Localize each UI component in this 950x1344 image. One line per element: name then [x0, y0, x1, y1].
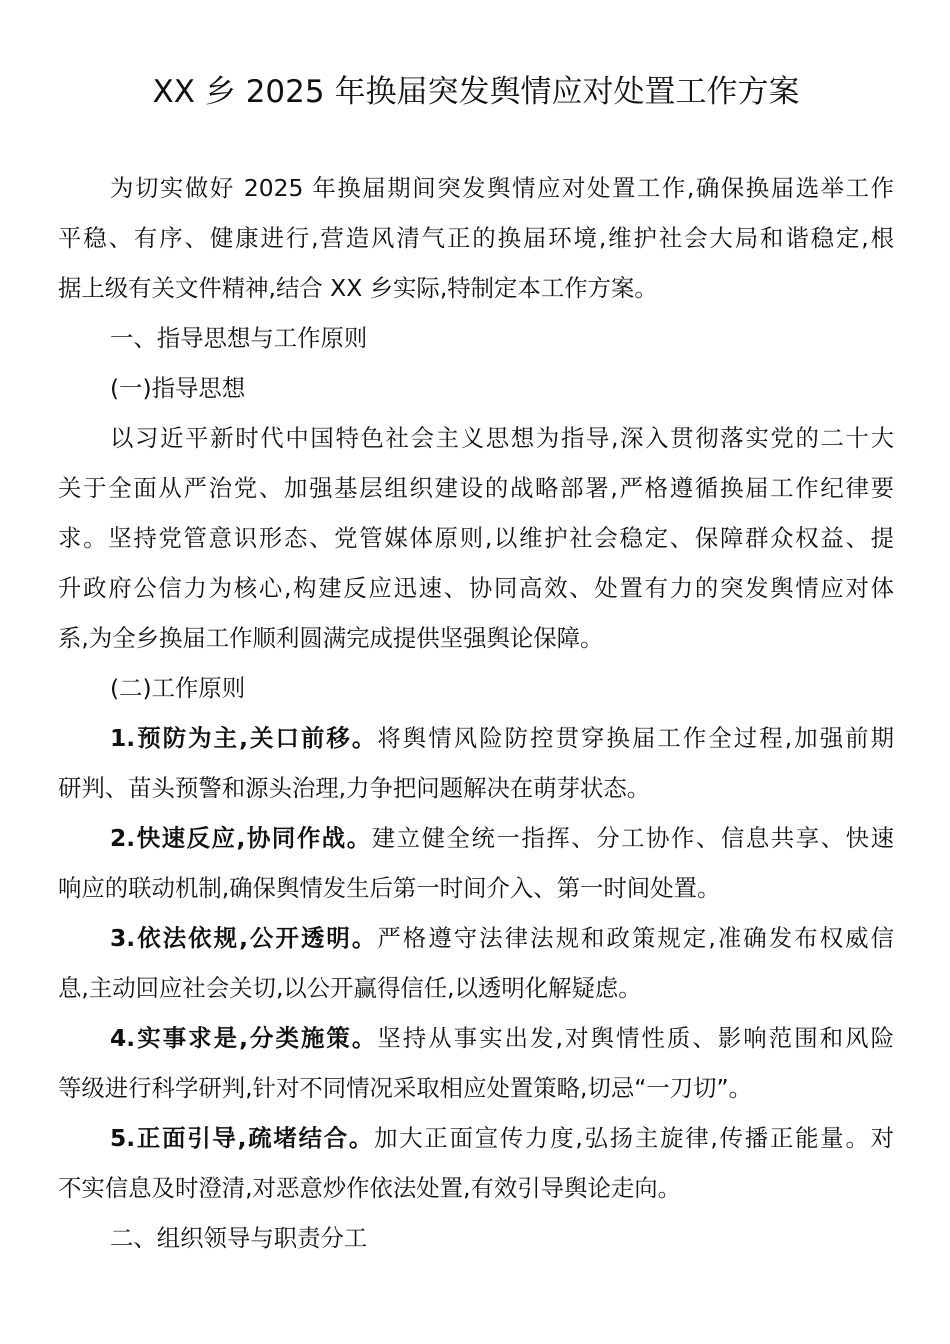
guiding-line-2: 关于全面从严治党、加强基层组织建设的战略部署,严格遵循换届工作纪律要	[58, 474, 894, 502]
principle-2-text: 建立健全统一指挥、分工协作、信息共享、快速	[371, 824, 895, 852]
principle-1-text: 将舆情风险防控贯穿换届工作全过程,加强前期	[377, 724, 895, 752]
principle-3-first-line	[58, 922, 894, 954]
intro-line-1: 为切实做好 2025 年换届期间突发舆情应对处置工作,确保换届选举工作	[110, 174, 894, 202]
intro-line-3: 据上级有关文件精神,结合 XX 乡实际,特制定本工作方案。	[58, 274, 658, 302]
guiding-line-1: 以习近平新时代中国特色社会主义思想为指导,深入贯彻落实党的二十大	[110, 424, 894, 452]
principle-4-rest: 等级进行科学研判,针对不同情况采取相应处置策略,切忌“一刀切”。	[58, 1074, 753, 1102]
principle-3-rest: 息,主动回应社会关切,以公开赢得信任,以透明化解疑虑。	[58, 974, 642, 1002]
principle-2-rest: 响应的联动机制,确保舆情发生后第一时间介入、第一时间处置。	[58, 874, 721, 902]
principle-5-first-line	[58, 1122, 894, 1154]
principle-1-title: 1.预防为主,关口前移。	[110, 724, 378, 752]
guiding-line-3: 求。坚持党管意识形态、党管媒体原则,以维护社会稳定、保障群众权益、提	[58, 524, 894, 552]
guiding-line-4: 升政府公信力为核心,构建反应迅速、协同高效、处置有力的突发舆情应对体	[58, 574, 894, 602]
principle-2-title: 2.快速反应,协同作战。	[110, 824, 372, 852]
intro-line-2: 平稳、有序、健康进行,营造风清气正的换届环境,维护社会大局和谐稳定,根	[58, 224, 894, 252]
principle-4-text: 坚持从事实出发,对舆情性质、影响范围和风险	[377, 1024, 895, 1052]
principle-2-first-line	[58, 822, 894, 854]
section-1-heading: 一、指导思想与工作原则	[110, 324, 368, 352]
section-2-heading: 二、组织领导与职责分工	[110, 1224, 368, 1252]
subsection-1-heading: (一)指导思想	[110, 374, 246, 402]
principle-1-rest: 研判、苗头预警和源头治理,力争把问题解决在萌芽状态。	[58, 774, 651, 802]
document-title: XX 乡 2025 年换届突发舆情应对处置工作方案	[152, 74, 800, 110]
guiding-line-5: 系,为全乡换届工作顺利圆满完成提供坚强舆论保障。	[58, 624, 604, 652]
principle-4-first-line	[58, 1022, 894, 1054]
principle-5-text: 加大正面宣传力度,弘扬主旋律,传播正能量。对	[374, 1124, 895, 1152]
principle-5-title: 5.正面引导,疏堵结合。	[110, 1124, 375, 1152]
subsection-2-heading: (二)工作原则	[110, 674, 246, 702]
principle-1-first-line	[58, 722, 894, 754]
principle-3-text: 严格遵守法律法规和政策规定,准确发布权威信	[377, 924, 895, 952]
principle-3-title: 3.依法依规,公开透明。	[110, 924, 378, 952]
principle-4-title: 4.实事求是,分类施策。	[110, 1024, 378, 1052]
principle-5-rest: 不实信息及时澄清,对恶意炒作依法处置,有效引导舆论走向。	[58, 1174, 682, 1202]
